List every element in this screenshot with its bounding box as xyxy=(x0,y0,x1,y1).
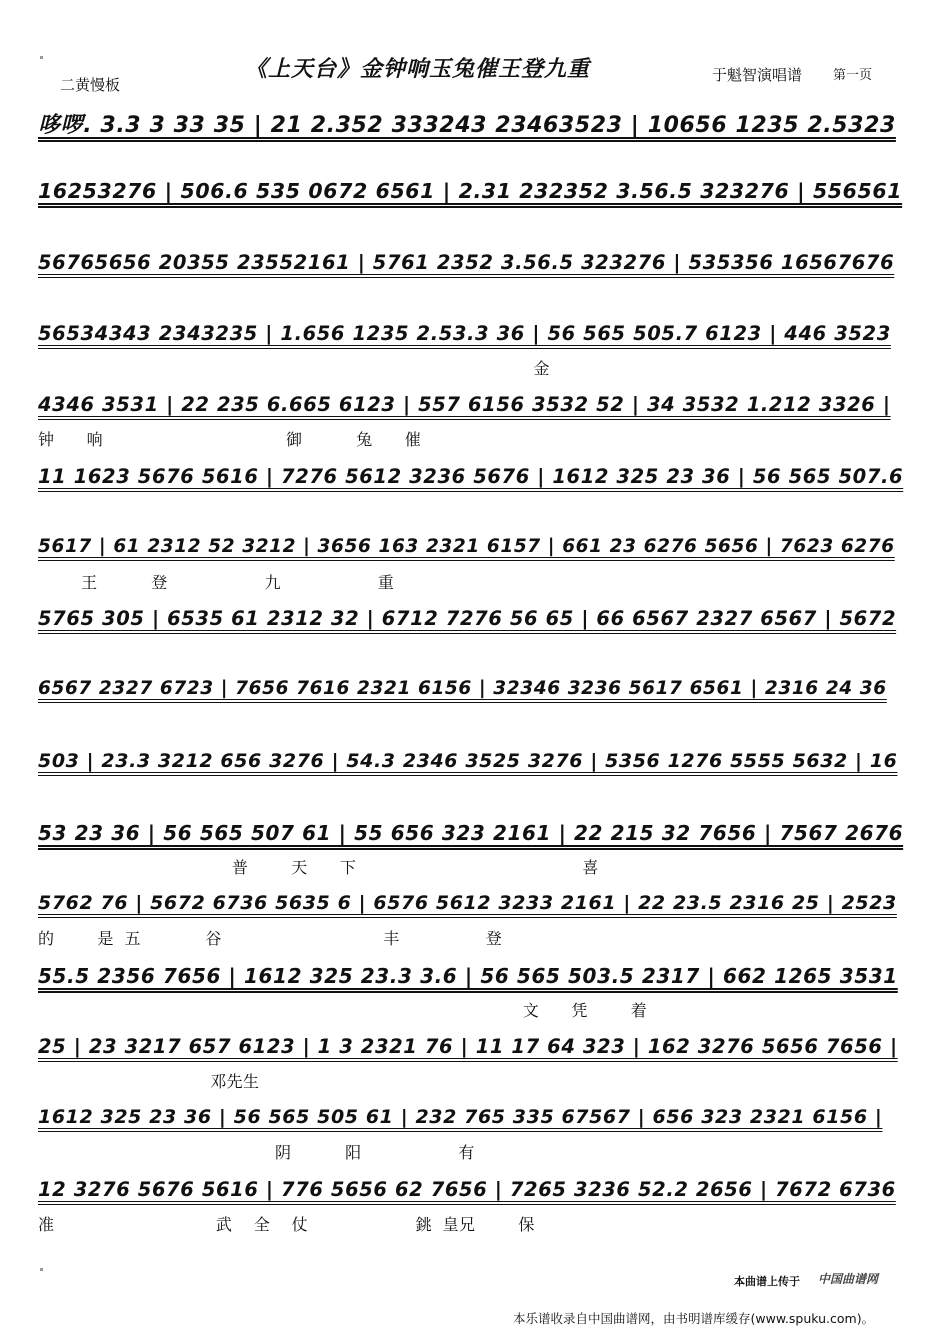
author-label: 于魁智演唱谱 xyxy=(712,66,803,84)
page-number: 第一页 xyxy=(833,68,873,83)
score-line xyxy=(38,1178,903,1234)
notation-text: 55.5 2356 7656 | 1612 325 23.3 3.6 | 56 565 503.5 2317 | 662 1265 3531 xyxy=(38,964,898,988)
lyrics-text: 准 武 全 仗 銚 皇兄 保 xyxy=(38,1215,535,1234)
site-logo: 中国曲谱网 xyxy=(818,1272,879,1286)
score-line xyxy=(38,465,903,513)
notation-text: 4346 3531 | 22 235 6.665 6123 | 557 6156 3532 52 | 34 3532 1.212 3326 | xyxy=(38,393,891,416)
score-line xyxy=(38,108,903,156)
notation-text: 5765 305 | 6535 61 2312 32 | 6712 7276 56 65 | 66 6567 2327 6567 | 5672 xyxy=(38,607,897,630)
score-line xyxy=(38,179,903,227)
notation-text: 56534343 2343235 | 1.656 1235 2.53.3 36 | 56 565 505.7 6123 | 446 3523 xyxy=(38,322,891,345)
notation-text: 503 | 23.3 3212 656 3276 | 54.3 2346 3525 3276 | 5356 1276 5555 5632 | 16 xyxy=(38,750,898,772)
upload-note: 本曲谱上传于 xyxy=(734,1275,800,1288)
score-line xyxy=(38,964,903,1020)
notation-text: 哆啰. 3.3 3 33 35 | 21 2.352 333243 23463523 | 10656 1235 2.5323 xyxy=(38,113,896,138)
lyrics-text: 阴 阳 有 xyxy=(38,1143,475,1162)
lyrics-text: 金 xyxy=(38,359,550,378)
notation-text: 5617 | 61 2312 52 3212 | 3656 163 2321 6157 | 661 23 6276 5656 | 7623 6276 xyxy=(38,536,895,557)
score-title: 《上天台》金钟响玉兔催王登九重 xyxy=(245,56,591,82)
score-line xyxy=(38,536,903,592)
corner-mark xyxy=(40,1268,43,1271)
lyrics-text: 邓先生 xyxy=(38,1072,260,1091)
footer-note: 本乐谱收录自中国曲谱网，由书明谱库缓存(www.spuku.com)。 xyxy=(513,1311,875,1326)
notation-text: 25 | 23 3217 657 6123 | 1 3 2321 76 | 11 17 64 323 | 162 3276 5656 7656 | xyxy=(38,1035,898,1058)
lyrics-text: 普 天 下 喜 xyxy=(38,858,599,877)
corner-mark xyxy=(40,56,43,59)
lyrics-text: 文 凭 着 xyxy=(38,1001,648,1020)
notation-text: 12 3276 5676 5616 | 776 5656 62 7656 | 7265 3236 52.2 2656 | 7672 6736 xyxy=(38,1178,896,1201)
lyrics-text: 王 登 九 重 xyxy=(38,573,395,592)
score-line xyxy=(38,821,904,877)
score-line xyxy=(38,607,903,655)
score-line xyxy=(38,322,903,378)
notation-text: 11 1623 5676 5616 | 7276 5612 3236 5676 | 1612 325 23 36 | 56 565 507.6 xyxy=(38,465,904,488)
notation-text: 5762 76 | 5672 6736 5635 6 | 6576 5612 3233 2161 | 22 23.5 2316 25 | 2523 xyxy=(38,892,897,914)
lyrics-text: 钟 响 御 兔 催 xyxy=(38,430,422,449)
score-line xyxy=(38,251,903,299)
score-line xyxy=(38,1035,903,1091)
score-line xyxy=(38,1106,903,1162)
notation-text: 16253276 | 506.6 535 0672 6561 | 2.31 232352 3.56.5 323276 | 556561 xyxy=(38,179,903,203)
score-line xyxy=(38,678,903,726)
notation-text: 1612 325 23 36 | 56 565 505 61 | 232 765 335 67567 | 656 323 2321 6156 | xyxy=(38,1106,883,1128)
score-line xyxy=(38,750,903,798)
score-line xyxy=(38,892,903,948)
notation-text: 56765656 20355 23552161 | 5761 2352 3.56.5 323276 | 535356 16567676 xyxy=(38,251,895,274)
notation-text: 53 23 36 | 56 565 507 61 | 55 656 323 2161 | 22 215 32 7656 | 7567 2676 xyxy=(38,821,904,845)
notation-text: 6567 2327 6723 | 7656 7616 2321 6156 | 32346 3236 5617 6561 | 2316 24 36 xyxy=(38,678,887,699)
score-line xyxy=(38,393,903,449)
tempo-label: 二黄慢板 xyxy=(60,76,121,94)
lyrics-text: 的 是 五 谷 丰 登 xyxy=(38,929,503,948)
